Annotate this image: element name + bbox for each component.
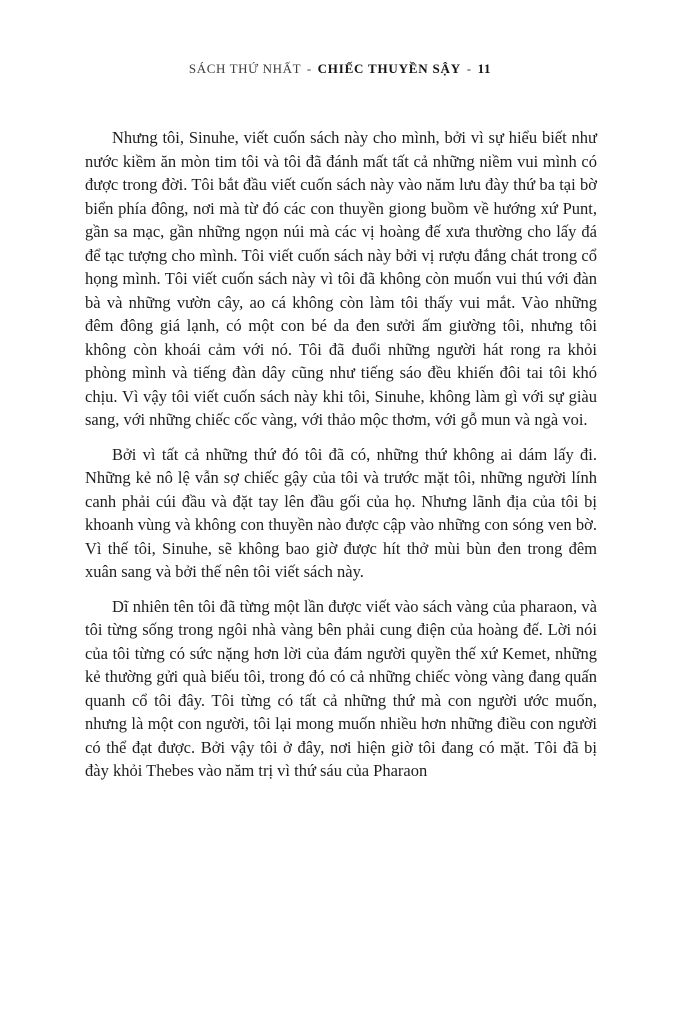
page-body-text	[85, 126, 597, 794]
chapter-title: CHIẾC THUYỀN SẬY	[317, 61, 461, 76]
header-separator: -	[466, 61, 472, 76]
paragraph: Bởi vì tất cả những thứ đó tôi đã có, những thứ không ai dám lấy đi. Những kẻ nô lệ vẫn sợ chiếc gậy của tôi và trước mặt tôi, những người lính canh phải cúi đầu và đặt tay lên đầu gối của họ. Nhưng lãnh địa của tôi bị khoanh vùng và không con thuyền nào được cập vào những con sóng ven bờ. Vì thế tôi, Sinuhe, sẽ không bao giờ được hít thở mùi bùn đen trong đêm xuân sang và bởi thế nên tôi viết sách này.	[85, 444, 597, 581]
page-number: 11	[477, 61, 492, 76]
book-part-label: SÁCH THỨ NHẤT	[188, 61, 301, 76]
paragraph: Dĩ nhiên tên tôi đã từng một lần được viết vào sách vàng của pharaon, và tôi từng sống trong ngôi nhà vàng bên phải cung điện của hoàng đế. Lời nói của tôi từng có sức nặng hơn lời của đám người quyền thế xứ Kemet, những kẻ thường gửi quà biếu tôi, trong đó có cả những chiếc vòng vàng đang quấn quanh cổ tôi đây. Tôi từng có tất cả những thứ mà con người ước muốn, nhưng là một con người, tôi lại mong muốn nhiều hơn những điều con người có thể đạt được. Bởi vậy tôi ở đây, nơi hiện giờ tôi đang có mặt. Tôi đã bị đày khỏi Thebes vào năm trị vì thứ sáu của Pharaon	[85, 596, 597, 780]
paragraph: Nhưng tôi, Sinuhe, viết cuốn sách này cho mình, bởi vì sự hiểu biết như nước kiềm ăn mòn tim tôi và tôi đã đánh mất tất cả những niềm vui mình có được trong đời. Tôi bắt đầu viết cuốn sách này vào năm lưu đày thứ ba tại bờ biển phía đông, nơi mà từ đó các con thuyền giong buồm về hướng xứ Punt, gần sa mạc, gần những ngọn núi mà các vị hoàng đế xưa thường cho lấy đá để tạc tượng cho mình. Tôi viết cuốn sách này bởi vị rượu đắng chát trong cổ họng mình. Tôi viết cuốn sách này vì tôi đã không còn muốn vui thú với đàn bà và những vườn cây, ao cá không còn làm tôi thấy vui mắt. Vào những đêm đông giá lạnh, có một con bé da đen sưởi ấm giường tôi, nhưng tôi không còn khoái cảm với nó. Tôi đã đuổi những người hát rong ra khỏi phòng mình và tiếng đàn dây cũng như tiếng sáo đều khiến đôi tai tôi khó chịu. Vì vậy tôi viết cuốn sách này khi tôi, Sinuhe, không làm gì với sự giàu sang, với những chiếc cốc vàng, với thảo mộc thơm, với gỗ mun và ngà voi.	[85, 128, 597, 429]
running-header	[0, 61, 680, 77]
header-separator: -	[306, 61, 312, 76]
